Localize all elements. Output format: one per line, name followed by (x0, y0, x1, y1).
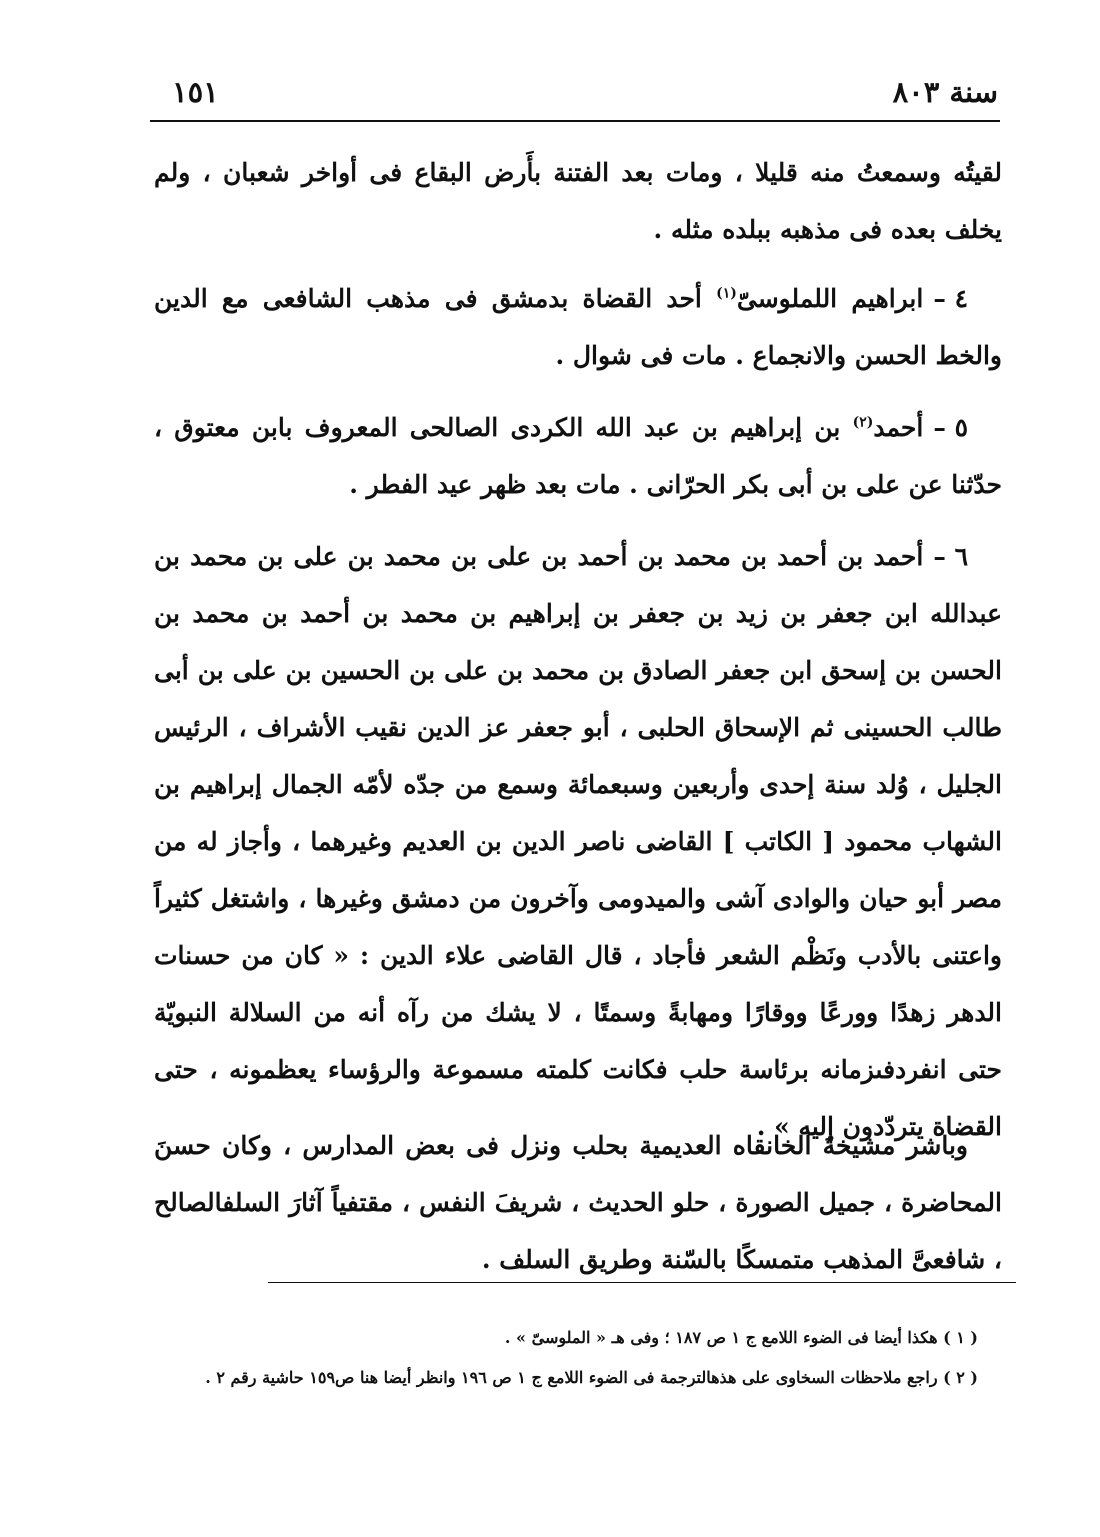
paragraph-continuation-2 (154, 1117, 1002, 1288)
page-number: ١٥١ (172, 75, 219, 109)
footnote-2: ( ٢ ) راجع ملاحظات السخاوى على هذهالترجمة فى الضوء اللامع ج ١ ص ١٩٦ وانظر أيضا هنا ص١٥٩ حاشية رقم ٢ . (205, 1368, 978, 1387)
entry-number: ٦ – (933, 542, 968, 571)
footnote-marker: (٢) (852, 414, 874, 431)
running-head-year: سنة ٨٠٣ (892, 75, 998, 109)
paragraph-continuation (154, 144, 1002, 258)
footnotes (158, 1318, 978, 1398)
entry-4 (154, 270, 1002, 384)
entry-name: ابراهيم اللملوسىّ (736, 284, 924, 313)
entry-name: أحمد (873, 413, 924, 442)
footnote-divider (268, 1282, 1016, 1283)
entry-text: أحد القضاة بدمشق فى مذهب الشافعى مع الدين والخط الحسن والانجماع . مات فى شوال . (154, 284, 1002, 370)
header-divider (150, 120, 1000, 122)
entry-number: ٤ – (933, 284, 968, 313)
entry-text: أحمد بن أحمد بن محمد بن أحمد بن على بن محمد بن على بن محمد بن عبدالله ابن جعفر بن زيد بن جعفر بن إبراهيم بن محمد بن أحمد بن محمد بن الحسن بن إسحق ابن جعفر الصادق بن محمد بن على بن الحسين بن على بن أبى طالب الحسينى ثم الإسحاق الحلبى ، أبو جعفر عز الدين نقيب الأشراف ، الرئيس الجليل ، وُلد سنة إحدى وأربعين وسبعمائة وسمع من جدّه لأمّه الجمال إبراهيم بن الشهاب محمود [ الكاتب ] القاضى ناصر الدين بن العديم وغيرهما ، وأجاز له من مصر أبو حيان والوادى آشى والميدومى وآخرون من دمشق وغيرها ، واشتغل كثيراً واعتنى بالأدب ونَظْم الشعر فأجاد ، قال القاضى علاء الدين : « كان من حسنات الدهر زهدًا وورعًا ووقارًا ومهابةً وسمتًا ، لا يشك من رآه أنه من السلالة النبويّة حتى انفردفىزمانه برئاسة حلب فكانت كلمته مسموعة والرؤساء يعظمونه ، حتى القضاة يتردّدون إليه » . (154, 542, 1002, 1141)
footnote-1: ( ١ ) هكذا أيضا فى الضوء اللامع ج ١ ص ١٨٧ ؛ وفى هـ « الملوسىّ » . (504, 1328, 978, 1347)
entry-text: بن إبراهيم بن عبد الله الكردى الصالحى المعروف بابن معتوق ، حدّثنا عن على بن أبى بكر الحرّانى . مات بعد ظهر عيد الفطر . (154, 413, 1002, 499)
footnote-marker: (١) (716, 285, 737, 302)
entry-number: ٥ – (933, 413, 968, 442)
paragraph-text: وباشر مشيخةَ الخانقاه العديمية بحلب ونزل فى بعض المدارس ، وكان حسنَ المحاضرة ، جميل الصورة ، حلو الحديث ، شريفَ النفس ، مقتفياً آثارَ السلفالصالح ، شافعىَّ المذهب متمسكًا بالسّنة وطريق السلف . (154, 1131, 1002, 1274)
page-header (150, 72, 998, 118)
entry-6 (154, 528, 1002, 1155)
paragraph-text: لقيتُه وسمعتُ منه قليلا ، ومات بعد الفتنة بأَرض البقاع فى أواخر شعبان ، ولم يخلف بعده فى مذهبه ببلده مثله . (154, 158, 1002, 244)
entry-5 (154, 399, 1002, 513)
